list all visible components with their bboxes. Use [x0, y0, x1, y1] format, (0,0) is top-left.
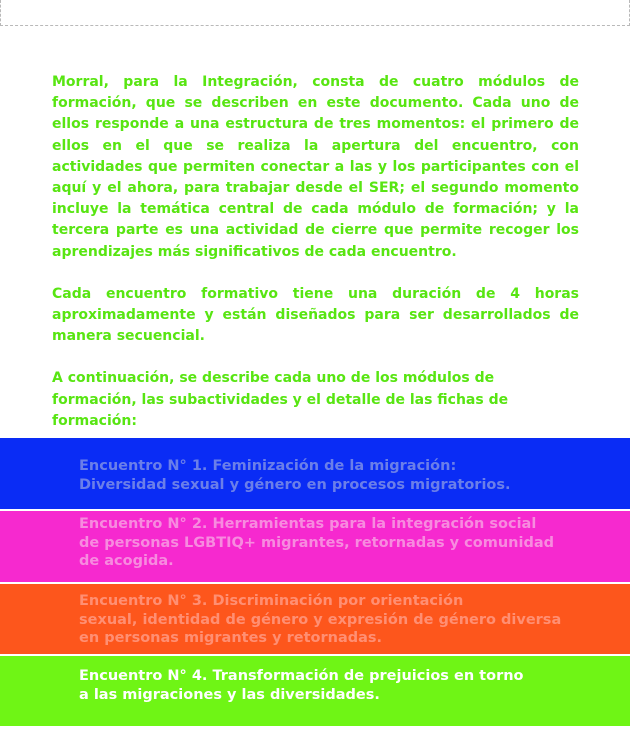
intro-text [52, 72, 579, 453]
dashed-cut-border [0, 0, 630, 26]
encuentro-3-line-1 [79, 592, 630, 611]
encuentro-4-line-2: a las migraciones y las diversidades. [79, 686, 380, 703]
encuentro-3-band [0, 584, 630, 654]
encuentro-1-line-2: Diversidad sexual y género en procesos migratorios. [79, 476, 511, 493]
encuentro-3-label: Encuentro N° 3. [79, 593, 208, 609]
encuentro-1-title: Feminización de la migración: [207, 458, 457, 474]
intro-paragraph-1-rest: , consta de cuatro módulos de formación, que se describen en este documento. Cada uno de ellos responde a una estructura de tres momentos: el primero de ellos en el que se realiza la apertura del encuentro, con actividades que permiten conectar a las y los participantes con el aquí y el ahora, para trabajar desde el SER; el segundo momento incluye la temática central de cada módulo de formación; y la tercera parte es una actividad de cierre que permite recoger los aprendizajes más significativos de cada encuentro. [52, 74, 580, 260]
intro-lead-bold: Morral, para la Integración [52, 74, 293, 90]
encuentro-4-label: Encuentro N° 4. [79, 668, 208, 684]
encuentro-4-title: Transformación de prejuicios en torno [207, 668, 524, 684]
encuentro-3-line-3: en personas migrantes y retornadas. [79, 630, 383, 646]
intro-paragraph-1 [52, 72, 579, 263]
encuentro-2-line-1 [79, 515, 630, 534]
encuentro-1-label: Encuentro N° 1. [79, 458, 208, 474]
intro-paragraph-2: Cada encuentro formativo tiene una duración de 4 horas aproximadamente y están diseñados para ser desarrollados de manera secuencial. [52, 285, 579, 345]
encuentro-1-band [0, 438, 630, 509]
encuentro-2-line-3: de acogida. [79, 553, 174, 569]
encuentro-2-line-2: de personas LGBTIQ+ migrantes, retornadas y comunidad [79, 534, 554, 551]
encuentro-1-line-1 [79, 457, 630, 476]
encuentro-3-title: Discriminación por orientación [207, 593, 464, 609]
encuentro-4-band [0, 656, 630, 726]
encuentro-3-line-2: sexual, identidad de género y expresión de género diversa [79, 611, 562, 628]
encuentro-4-line-1 [79, 667, 630, 686]
encuentro-2-label: Encuentro N° 2. [79, 516, 208, 532]
intro-paragraph-3: A continuación, se describe cada uno de los módulos de formación, las subactividades y el detalle de las fichas de formación: [52, 370, 509, 429]
encuentro-2-band [0, 511, 630, 582]
encuentro-2-title: Herramientas para la integración social [207, 516, 537, 532]
